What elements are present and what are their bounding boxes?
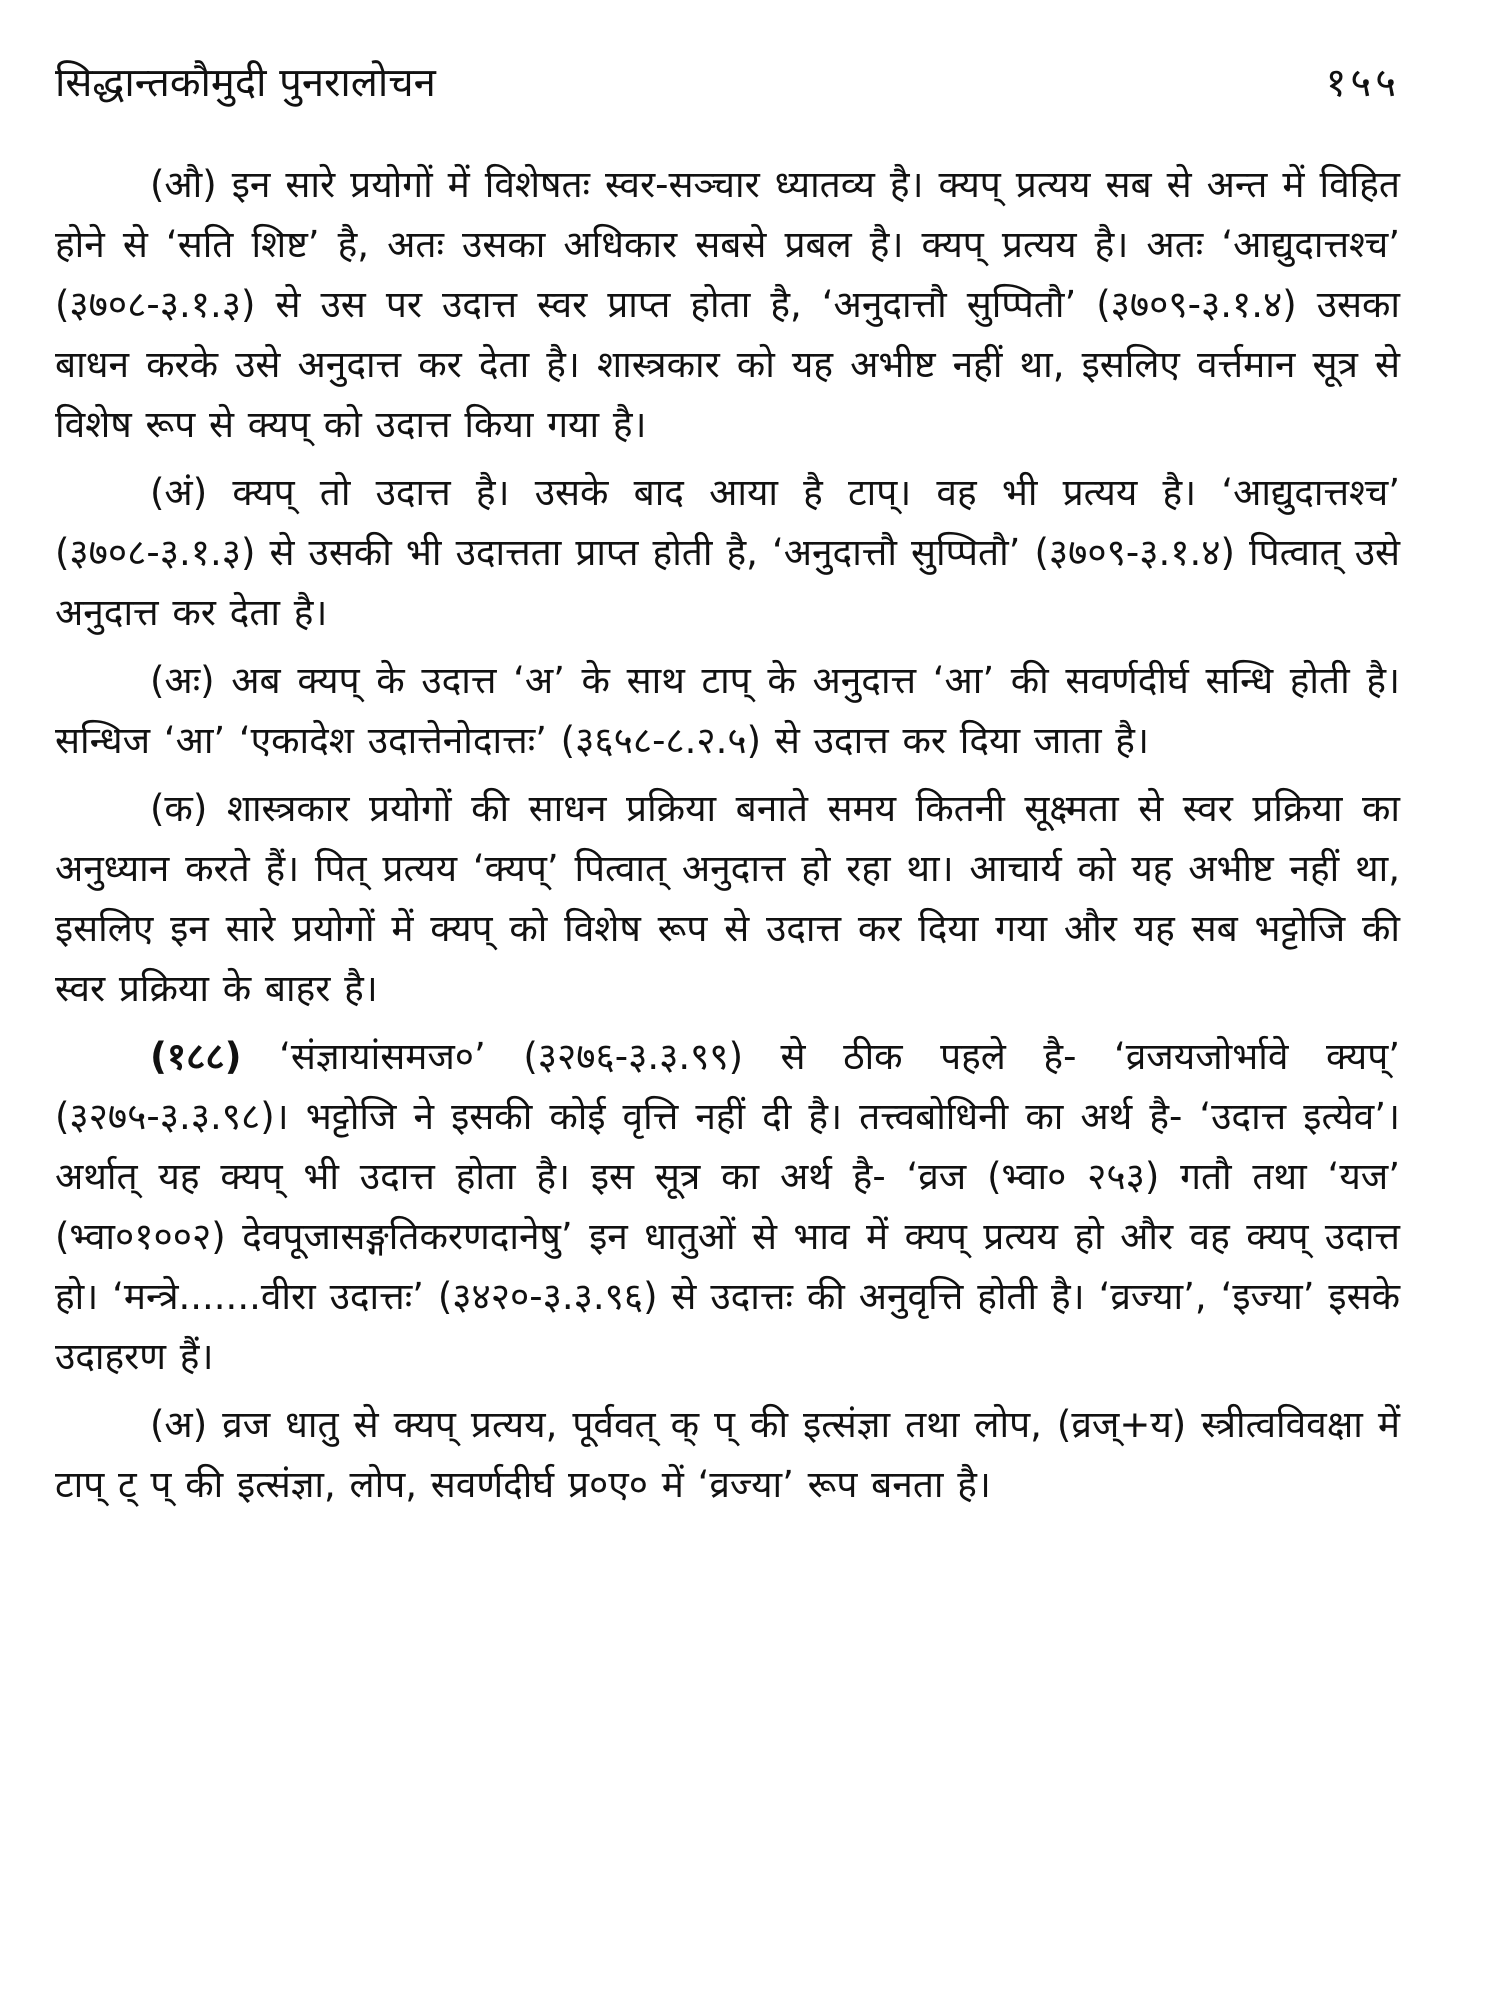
paragraph-ah [55, 651, 1400, 771]
paragraph-text: (अ) व्रज धातु से क्यप् प्रत्यय, पूर्ववत् क् प् की इत्संज्ञा तथा लोप, (व्रज्+य) स्त्रीत्वविवक्षा में टाप् ट् प् की इत्संज्ञा, लोप, सवर्णदीर्घ प्र०ए० में ‘व्रज्या’ रूप बनता है। [55, 1403, 1400, 1506]
paragraph-text: (अं) क्यप् तो उदात्त है। उसके बाद आया है टाप्। वह भी प्रत्यय है। ‘आद्युदात्तश्च’ (३७०८-३.१.३) से उसकी भी उदात्तता प्राप्त होती है, ‘अनुदात्तौ सुप्पितौ’ (३७०९-३.१.४) पित्वात् उसे अनुदात्त कर देता है। [55, 471, 1400, 634]
page-header [55, 55, 1400, 125]
paragraph-au [55, 155, 1400, 455]
paragraph-text: ‘संज्ञायांसमज०’ (३२७६-३.३.९९) से ठीक पहले है- ‘व्रजयजोर्भावे क्यप्’ (३२७५-३.३.९८)। भट्टोजि ने इसकी कोई वृत्ति नहीं दी है। तत्त्वबोधिनी का अर्थ है- ‘उदात्त इत्येव’। अर्थात् यह क्यप् भी उदात्त होता है। इस सूत्र का अर्थ है- ‘व्रज (भ्वा० २५३) गतौ तथा ‘यज’ (भ्वा०१००२) देवपूजासङ्गतिकरणदानेषु’ इन धातुओं से भाव में क्यप् प्रत्यय हो और वह क्यप् उदात्त हो। ‘मन्त्रे.......वीरा उदात्तः’ (३४२०-३.३.९६) से उदात्तः की अनुवृत्ति होती है। ‘व्रज्या’, ‘इज्या’ इसके उदाहरण हैं। [55, 1035, 1400, 1378]
paragraph-am [55, 463, 1400, 643]
paragraph-ka [55, 779, 1400, 1019]
running-title: सिद्धान्तकौमुदी पुनरालोचन [55, 60, 436, 106]
page-number: १५५ [1325, 60, 1400, 106]
section-number: (१८८) [150, 1035, 242, 1078]
paragraph-a [55, 1395, 1400, 1515]
paragraph-text: (क) शास्त्रकार प्रयोगों की साधन प्रक्रिया बनाते समय कितनी सूक्ष्मता से स्वर प्रक्रिया का अनुध्यान करते हैं। पित् प्रत्यय ‘क्यप्’ पित्वात् अनुदात्त हो रहा था। आचार्य को यह अभीष्ट नहीं था, इसलिए इन सारे प्रयोगों में क्यप् को विशेष रूप से उदात्त कर दिया गया और यह सब भट्टोजि की स्वर प्रक्रिया के बाहर है। [55, 787, 1400, 1010]
paragraph-text: (औ) इन सारे प्रयोगों में विशेषतः स्वर-सञ्चार ध्यातव्य है। क्यप् प्रत्यय सब से अन्त में विहित होने से ‘सति शिष्ट’ है, अतः उसका अधिकार सबसे प्रबल है। क्यप् प्रत्यय है। अतः ‘आद्युदात्तश्च’ (३७०८-३.१.३) से उस पर उदात्त स्वर प्राप्त होता है, ‘अनुदात्तौ सुप्पितौ’ (३७०९-३.१.४) उसका बाधन करके उसे अनुदात्त कर देता है। शास्त्रकार को यह अभीष्ट नहीं था, इसलिए वर्त्तमान सूत्र से विशेष रूप से क्यप् को उदात्त किया गया है। [55, 163, 1400, 446]
book-page [55, 55, 1400, 1945]
body-text [55, 155, 1400, 1523]
paragraph-188 [55, 1027, 1400, 1387]
paragraph-text: (अः) अब क्यप् के उदात्त ‘अ’ के साथ टाप् के अनुदात्त ‘आ’ की सवर्णदीर्घ सन्धि होती है। सन्धिज ‘आ’ ‘एकादेश उदात्तेनोदात्तः’ (३६५८-८.२.५) से उदात्त कर दिया जाता है। [55, 659, 1400, 762]
